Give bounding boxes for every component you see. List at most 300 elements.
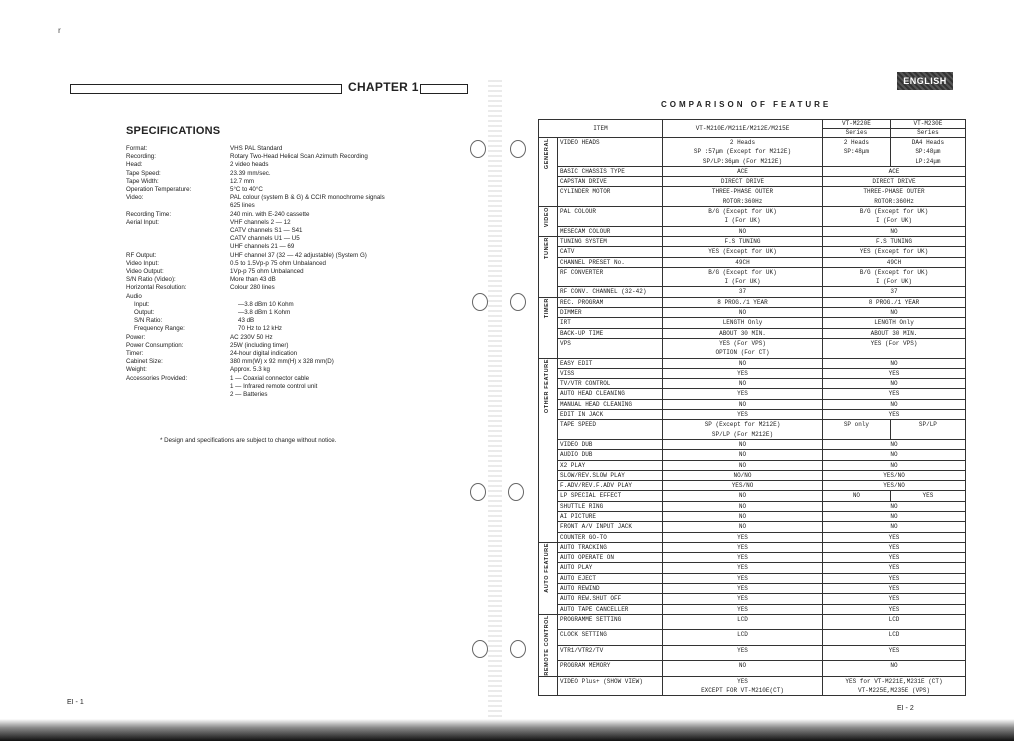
value-col-c: YES — [890, 491, 965, 501]
category-label: TIMER — [544, 297, 551, 318]
spec-label: S/N Ratio: — [134, 317, 163, 325]
value-col-bc: YES (For VPS) — [823, 338, 966, 358]
category-label: VIDEO — [544, 207, 551, 228]
value-col-bc: YES/NO — [823, 470, 966, 480]
value-col-a: NO — [663, 491, 823, 501]
spec-label: Frequency Range: — [134, 325, 185, 333]
table-body — [539, 138, 966, 696]
value-col-bc: DIRECT DRIVE — [823, 177, 966, 187]
spec-label: Output: — [134, 309, 155, 317]
spec-label: Audio — [126, 292, 142, 300]
table-row — [539, 522, 966, 532]
table-row — [539, 630, 966, 645]
value-col-a: NO — [663, 661, 823, 676]
spec-label: Tape Width: — [126, 177, 159, 185]
value-col-a: LCD — [663, 630, 823, 645]
value-col-a: YES — [663, 410, 823, 420]
value-col-bc: ACE — [823, 166, 966, 176]
spec-label — [126, 243, 230, 251]
specifications-list — [126, 145, 456, 399]
value-col-a: YES (Except for UK) — [663, 247, 823, 257]
feature-item: MANUAL HEAD CLEANING — [558, 399, 663, 409]
feature-item: AUDIO DUB — [558, 450, 663, 460]
value-col-a: SP (Except for M212E) SP/LP (For M212E) — [663, 420, 823, 440]
value-col-a: YES — [663, 594, 823, 604]
spec-value: UHF channels 21 — 69 — [230, 243, 295, 251]
spec-value: 0.5 to 1.5Vp-p 75 ohm Unbalanced — [230, 259, 326, 267]
value-col-bc: NO — [823, 399, 966, 409]
value-col-bc: 8 PROG./1 YEAR — [823, 297, 966, 307]
value-col-a: DIRECT DRIVE — [663, 177, 823, 187]
spec-value: 625 lines — [230, 202, 255, 210]
spec-value: 1Vp-p 75 ohm Unbalanced — [230, 268, 304, 276]
value-col-a: NO — [663, 450, 823, 460]
feature-item: AI PICTURE — [558, 511, 663, 521]
header-col-a: VT-M210E/M211E/M212E/M215E — [663, 120, 823, 138]
feature-item: IRT — [558, 318, 663, 328]
value-col-a: LCD — [663, 614, 823, 629]
feature-item: CAPSTAN DRIVE — [558, 177, 663, 187]
spec-row — [126, 170, 456, 178]
feature-item: TV/VTR CONTROL — [558, 379, 663, 389]
value-col-bc: NO — [823, 511, 966, 521]
value-col-bc: YES/NO — [823, 481, 966, 491]
feature-item: BACK-UP TIME — [558, 328, 663, 338]
spec-row — [126, 219, 456, 227]
category-label: AUTO FEATURE — [544, 542, 551, 593]
table-row — [539, 187, 966, 207]
spec-value: —3.8 dBm 1 Kohm — [238, 309, 291, 317]
value-col-bc: YES — [823, 645, 966, 660]
value-col-a: NO — [663, 379, 823, 389]
value-col-a: F.S TUNING — [663, 236, 823, 246]
category-cell — [539, 207, 558, 237]
value-col-bc: LENGTH Only — [823, 318, 966, 328]
feature-item: PAL COLOUR — [558, 207, 663, 227]
category-label: TUNER — [544, 236, 551, 259]
table-row — [539, 584, 966, 594]
category-cell — [539, 542, 558, 614]
feature-item: PROGRAM MEMORY — [558, 661, 663, 676]
table-row — [539, 318, 966, 328]
value-col-bc: YES — [823, 604, 966, 614]
feature-item: TUNING SYSTEM — [558, 236, 663, 246]
table-row — [539, 470, 966, 480]
spec-row — [126, 301, 456, 309]
spec-value: 380 mm(W) x 92 mm(H) x 328 mm(D) — [230, 358, 334, 366]
spec-value: 25W (including timer) — [230, 341, 289, 349]
category-cell — [539, 138, 558, 207]
table-row — [539, 491, 966, 501]
value-col-a: YES — [663, 645, 823, 660]
table-row — [539, 614, 966, 629]
spec-row — [126, 260, 456, 268]
spec-value — [230, 293, 456, 301]
spec-label: Power: — [126, 333, 146, 341]
category-label: GENERAL — [544, 138, 551, 170]
category-cell — [539, 297, 558, 358]
corner-mark-left: ʳ — [58, 25, 61, 39]
value-col-bc: YES — [823, 368, 966, 378]
table-row — [539, 308, 966, 318]
feature-item: RF CONVERTER — [558, 267, 663, 287]
spec-value: AC 230V 50 Hz — [230, 333, 273, 341]
table-row — [539, 460, 966, 470]
spec-label — [126, 391, 230, 399]
value-col-a: YES — [663, 368, 823, 378]
value-col-a: YES — [663, 389, 823, 399]
value-col-a: NO — [663, 460, 823, 470]
table-row — [539, 542, 966, 552]
category-cell — [539, 676, 558, 696]
feature-item: RF CONV. CHANNEL (32-42) — [558, 287, 663, 297]
spec-label: Input: — [134, 300, 150, 308]
spec-label: Cabinet Size: — [126, 358, 163, 366]
table-row — [539, 420, 966, 440]
spec-row — [126, 268, 456, 276]
spec-label: Head: — [126, 161, 143, 169]
value-col-bc: YES — [823, 563, 966, 573]
spec-value: —3.8 dBm 10 Kohm — [238, 300, 294, 308]
value-col-a: NO — [663, 511, 823, 521]
spec-row — [126, 317, 456, 325]
spec-label: Operation Temperature: — [126, 186, 192, 194]
feature-item: EDIT IN JACK — [558, 410, 663, 420]
value-col-bc: NO — [823, 379, 966, 389]
page-number-right: EI - 2 — [897, 705, 914, 712]
spec-row — [126, 178, 456, 186]
scan-bottom-edge — [0, 719, 1014, 741]
value-col-a: LENGTH Only — [663, 318, 823, 328]
category-cell — [539, 614, 558, 676]
spec-row — [126, 325, 456, 333]
value-col-bc: NO — [823, 460, 966, 470]
spec-label: Power Consumption: — [126, 341, 184, 349]
spec-value: 2 video heads — [230, 161, 269, 169]
value-col-b: NO — [823, 491, 891, 501]
feature-item: VIDEO Plus+ (SHOW VIEW) — [558, 676, 663, 696]
table-row — [539, 604, 966, 614]
spec-label: Video Output: — [126, 268, 164, 276]
table-row — [539, 287, 966, 297]
spec-label — [126, 235, 230, 243]
comparison-title: COMPARISON OF FEATURE — [661, 100, 832, 109]
value-col-bc: NO — [823, 522, 966, 532]
value-col-a: YES (For VPS) OPTION (For CT) — [663, 338, 823, 358]
table-row — [539, 676, 966, 696]
spec-row — [126, 145, 456, 153]
value-col-bc: YES — [823, 389, 966, 399]
spec-value: 43 dB — [238, 317, 255, 325]
spec-row — [126, 202, 456, 210]
value-col-a: NO — [663, 501, 823, 511]
value-col-bc: LCD — [823, 614, 966, 629]
feature-item: AUTO OPERATE ON — [558, 553, 663, 563]
feature-comparison-table — [538, 119, 966, 696]
value-col-a: 8 PROG./1 YEAR — [663, 297, 823, 307]
spec-row — [126, 161, 456, 169]
spec-label: RF Output: — [126, 251, 157, 259]
feature-item: BASIC CHASSIS TYPE — [558, 166, 663, 176]
spec-value: 24-hour digital indication — [230, 350, 298, 358]
value-col-a: B/G (Except for UK) I (For UK) — [663, 207, 823, 227]
spec-label: Aerial Input: — [126, 218, 160, 226]
spec-label: Horizontal Resolution: — [126, 284, 187, 292]
spec-value: PAL colour (system B & G) & CCIR monochrome signals — [230, 194, 385, 202]
spec-label: Tape Speed: — [126, 169, 161, 177]
table-row — [539, 247, 966, 257]
value-col-bc: NO — [823, 308, 966, 318]
table-row — [539, 368, 966, 378]
spec-row — [126, 186, 456, 194]
header-item: ITEM — [539, 120, 663, 138]
value-col-a: NO/NO — [663, 470, 823, 480]
table-row — [539, 338, 966, 358]
value-col-bc: YES for VT-M221E,M231E (CT) VT-M225E,M235E (VPS) — [823, 676, 966, 696]
spec-label — [126, 383, 230, 391]
table-row — [539, 177, 966, 187]
spec-value: 5°C to 40°C — [230, 186, 263, 194]
feature-item: AUTO TAPE CANCELLER — [558, 604, 663, 614]
spec-value: VHS PAL Standard — [230, 145, 283, 152]
feature-item: SHUTTLE RING — [558, 501, 663, 511]
value-col-bc: NO — [823, 501, 966, 511]
value-col-bc: YES — [823, 410, 966, 420]
table-row — [539, 166, 966, 176]
value-col-a: YES — [663, 553, 823, 563]
feature-item: AUTO TRACKING — [558, 542, 663, 552]
header-col-c-sub: Series — [890, 129, 965, 138]
value-col-bc: YES (Except for UK) — [823, 247, 966, 257]
spec-value: More than 43 dB — [230, 276, 276, 284]
value-col-b: SP only — [823, 420, 891, 440]
value-col-bc: YES — [823, 553, 966, 563]
value-col-a: B/G (Except for UK) I (For UK) — [663, 267, 823, 287]
spec-row — [126, 391, 456, 399]
table-row — [539, 410, 966, 420]
value-col-bc: 49CH — [823, 257, 966, 267]
feature-item: TAPE SPEED — [558, 420, 663, 440]
value-col-a: NO — [663, 358, 823, 368]
table-row — [539, 532, 966, 542]
spec-label — [126, 202, 230, 210]
value-col-a: YES — [663, 532, 823, 542]
value-col-a: YES — [663, 542, 823, 552]
spec-value: 2 — Batteries — [230, 391, 268, 399]
feature-item: LP SPECIAL EFFECT — [558, 491, 663, 501]
value-col-bc: YES — [823, 542, 966, 552]
feature-item: VPS — [558, 338, 663, 358]
spec-value: 12.7 mm — [230, 177, 255, 185]
table-row — [539, 573, 966, 583]
value-col-bc: NO — [823, 226, 966, 236]
spec-value: 1 — Infrared remote control unit — [230, 382, 318, 390]
feature-item: VISS — [558, 368, 663, 378]
spec-row — [126, 334, 456, 342]
spec-value: 240 min. with E-240 cassette — [230, 210, 310, 218]
table-row — [539, 594, 966, 604]
value-col-bc: YES — [823, 573, 966, 583]
spec-row — [126, 342, 456, 350]
table-row — [539, 138, 966, 167]
chapter-label: CHAPTER 1 — [348, 80, 419, 94]
feature-item: COUNTER GO-TO — [558, 532, 663, 542]
value-col-bc: B/G (Except for UK) I (For UK) — [823, 207, 966, 227]
spec-row — [126, 309, 456, 317]
value-col-a: YES EXCEPT FOR VT-M210E(CT) — [663, 676, 823, 696]
chapter-rule-tail — [420, 84, 468, 94]
spec-row — [126, 252, 456, 260]
spec-row — [126, 227, 456, 235]
spec-value: CATV channels U1 — U5 — [230, 235, 300, 243]
value-col-bc: YES — [823, 532, 966, 542]
table-row — [539, 297, 966, 307]
spec-label: S/N Ratio (Video): — [126, 276, 176, 284]
value-col-a: NO — [663, 522, 823, 532]
table-row — [539, 389, 966, 399]
specifications-note: * Design and specifications are subject to change without notice. — [160, 437, 337, 444]
value-col-a: YES — [663, 563, 823, 573]
value-col-bc: YES — [823, 594, 966, 604]
value-col-a: ACE — [663, 166, 823, 176]
feature-item: FRONT A/V INPUT JACK — [558, 522, 663, 532]
table-header-row — [539, 120, 966, 129]
spec-label: Recording: — [126, 153, 156, 161]
spec-row — [126, 366, 456, 374]
feature-item: VIDEO HEADS — [558, 138, 663, 167]
value-col-bc: ABOUT 30 MIN. — [823, 328, 966, 338]
value-col-a: YES — [663, 604, 823, 614]
table-row — [539, 399, 966, 409]
table-row — [539, 645, 966, 660]
value-col-a: YES — [663, 584, 823, 594]
spec-row — [126, 153, 456, 161]
value-col-bc: NO — [823, 661, 966, 676]
category-cell — [539, 236, 558, 297]
feature-item: REC. PROGRAM — [558, 297, 663, 307]
language-badge: ENGLISH — [897, 72, 953, 90]
feature-item: CYLINDER MOTOR — [558, 187, 663, 207]
chapter-banner — [70, 80, 448, 96]
value-col-c: DA4 Heads SP:48μm LP:24μm — [890, 138, 965, 167]
spec-row — [126, 293, 456, 301]
value-col-a: YES — [663, 573, 823, 583]
spec-row — [126, 358, 456, 366]
value-col-a: NO — [663, 226, 823, 236]
spec-row — [126, 383, 456, 391]
spec-value: Approx. 5.3 kg — [230, 366, 270, 374]
spec-value: 23.39 mm/sec. — [230, 169, 271, 177]
left-page — [0, 0, 495, 741]
table-row — [539, 439, 966, 449]
value-col-a: 49CH — [663, 257, 823, 267]
spec-value: VHF channels 2 — 12 — [230, 218, 291, 226]
spec-label: Format: — [126, 145, 148, 152]
right-page — [495, 0, 1014, 741]
spec-value: CATV channels S1 — S41 — [230, 227, 303, 235]
value-col-bc: F.S TUNING — [823, 236, 966, 246]
value-col-b: 2 Heads SP:48μm — [823, 138, 891, 167]
feature-item: CHANNEL PRESET No. — [558, 257, 663, 267]
feature-item: AUTO HEAD CLEANING — [558, 389, 663, 399]
spec-row — [126, 194, 456, 202]
table-row — [539, 226, 966, 236]
spec-label: Video: — [126, 194, 144, 202]
table-row — [539, 563, 966, 573]
feature-item: F.ADV/REV.F.ADV PLAY — [558, 481, 663, 491]
spec-value: 1 — Coaxial connector cable — [230, 374, 310, 382]
feature-item: CLOCK SETTING — [558, 630, 663, 645]
header-col-b: VT-M220E — [823, 120, 891, 129]
chapter-rule — [70, 84, 342, 94]
value-col-c: SP/LP — [890, 420, 965, 440]
spec-label: Timer: — [126, 350, 144, 358]
value-col-bc: NO — [823, 358, 966, 368]
feature-item: CATV — [558, 247, 663, 257]
value-col-bc: NO — [823, 450, 966, 460]
spec-value: 70 Hz to 12 kHz — [238, 325, 283, 333]
value-col-bc: B/G (Except for UK) I (For UK) — [823, 267, 966, 287]
table-row — [539, 511, 966, 521]
spec-label: Accessories Provided: — [126, 374, 188, 382]
feature-item: X2 PLAY — [558, 460, 663, 470]
value-col-bc: THREE-PHASE OUTER ROTOR:360Hz — [823, 187, 966, 207]
table-row — [539, 553, 966, 563]
spec-label: Recording Time: — [126, 210, 172, 218]
feature-item: SLOW/REV.SLOW PLAY — [558, 470, 663, 480]
table-row — [539, 257, 966, 267]
table-row — [539, 450, 966, 460]
spec-row — [126, 375, 456, 383]
value-col-a: 2 Heads SP :57μm (Except for M212E) SP/LP:36μm (For M212E) — [663, 138, 823, 167]
value-col-bc: YES — [823, 584, 966, 594]
value-col-bc: 37 — [823, 287, 966, 297]
table-row — [539, 236, 966, 246]
table-row — [539, 358, 966, 368]
spec-value: UHF channel 37 (32 — 42 adjustable) (System G) — [230, 251, 367, 259]
category-label: OTHER FEATURE — [544, 358, 551, 413]
table-row — [539, 328, 966, 338]
value-col-a: 37 — [663, 287, 823, 297]
feature-item: AUTO EJECT — [558, 573, 663, 583]
feature-item: AUTO REW.SHUT OFF — [558, 594, 663, 604]
value-col-a: THREE-PHASE OUTER ROTOR:360Hz — [663, 187, 823, 207]
spec-row — [126, 211, 456, 219]
table-row — [539, 267, 966, 287]
value-col-a: NO — [663, 399, 823, 409]
feature-item: AUTO REWIND — [558, 584, 663, 594]
spec-row — [126, 276, 456, 284]
table-row — [539, 207, 966, 227]
table-row — [539, 481, 966, 491]
feature-item: VIDEO DUB — [558, 439, 663, 449]
value-col-bc: NO — [823, 439, 966, 449]
feature-item: AUTO PLAY — [558, 563, 663, 573]
table-row — [539, 501, 966, 511]
feature-item: EASY EDIT — [558, 358, 663, 368]
feature-item: DIMMER — [558, 308, 663, 318]
spec-value: Rotary Two-Head Helical Scan Azimuth Recording — [230, 153, 368, 161]
spec-row — [126, 243, 456, 251]
table-row — [539, 661, 966, 676]
spec-label: Video Input: — [126, 259, 159, 267]
spec-label: Weight: — [126, 366, 147, 374]
spec-row — [126, 284, 456, 292]
header-col-b-sub: Series — [823, 129, 891, 138]
table-row — [539, 379, 966, 389]
spec-row — [126, 235, 456, 243]
page-number-left: EI - 1 — [67, 699, 84, 706]
